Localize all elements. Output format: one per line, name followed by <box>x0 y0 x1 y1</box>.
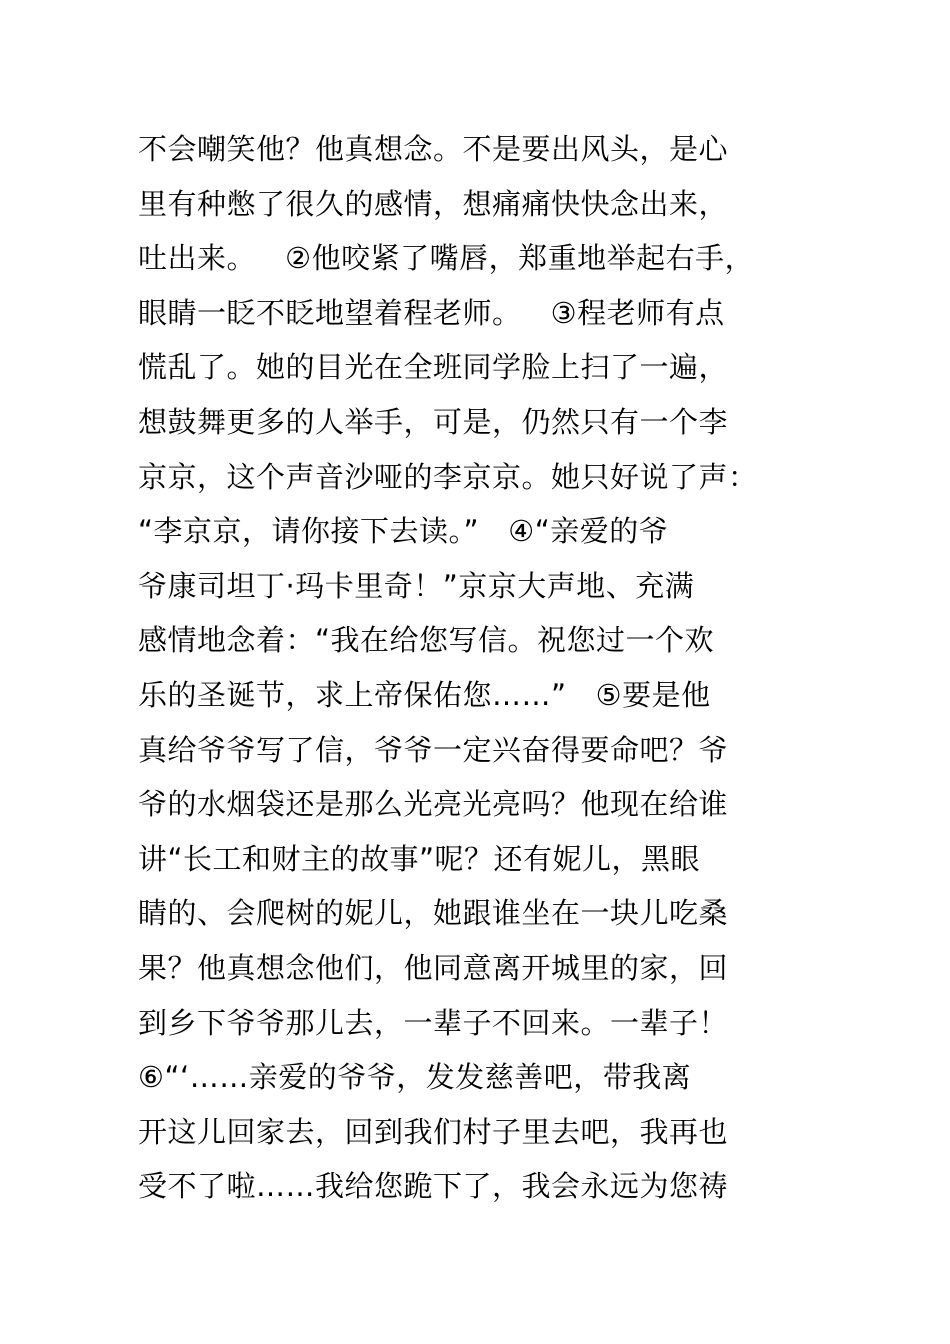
text-line: 乐的圣诞节，求上帝保佑您……” ⑤要是他 <box>138 677 711 712</box>
text-line: 受不了啦……我给您跪下了，我会永远为您祷 <box>138 1169 729 1204</box>
text-line: 睛的、会爬树的妮儿，她跟谁坐在一块儿吃桑 <box>138 896 729 931</box>
text-line: 果？他真想念他们，他同意离开城里的家，回 <box>138 950 729 985</box>
text-line: 眼睛一眨不眨地望着程老师。 ③程老师有点 <box>138 295 725 330</box>
body-text <box>138 122 838 1214</box>
text-line: 到乡下爷爷那儿去，一辈子不回来。一辈子！ <box>138 1005 729 1040</box>
text-line: 吐出来。 ②他咬紧了嘴唇，郑重地举起右手， <box>138 241 755 276</box>
text-line: “李京京，请你接下去读。” ④“亲爱的爷 <box>138 514 669 549</box>
text-line: 里有种憋了很久的感情，想痛痛快快念出来， <box>138 186 729 221</box>
text-line: 京京，这个声音沙哑的李京京。她只好说了声： <box>138 459 758 494</box>
text-line: 真给爷爷写了信，爷爷一定兴奋得要命吧？爷 <box>138 732 729 767</box>
text-line: 讲“长工和财主的故事”呢？还有妮儿，黑眼 <box>138 841 701 876</box>
text-line: 开这儿回家去，回到我们村子里去吧，我再也 <box>138 1114 729 1149</box>
text-line: 爷康司坦丁·玛卡里奇！”京京大声地、充满 <box>138 568 695 603</box>
text-line: 不会嘲笑他？他真想念。不是要出风头，是心 <box>138 132 729 166</box>
text-line: 想鼓舞更多的人举手，可是，仍然只有一个李 <box>138 404 729 439</box>
text-line: 感情地念着：“我在给您写信。祝您过一个欢 <box>138 623 715 658</box>
text-line: 慌乱了。她的目光在全班同学脸上扫了一遍， <box>138 350 729 385</box>
text-line: 爷的水烟袋还是那么光亮光亮吗？他现在给谁 <box>138 787 729 822</box>
text-line: ⑥“‘……亲爱的爷爷，发发慈善吧，带我离 <box>138 1060 692 1095</box>
